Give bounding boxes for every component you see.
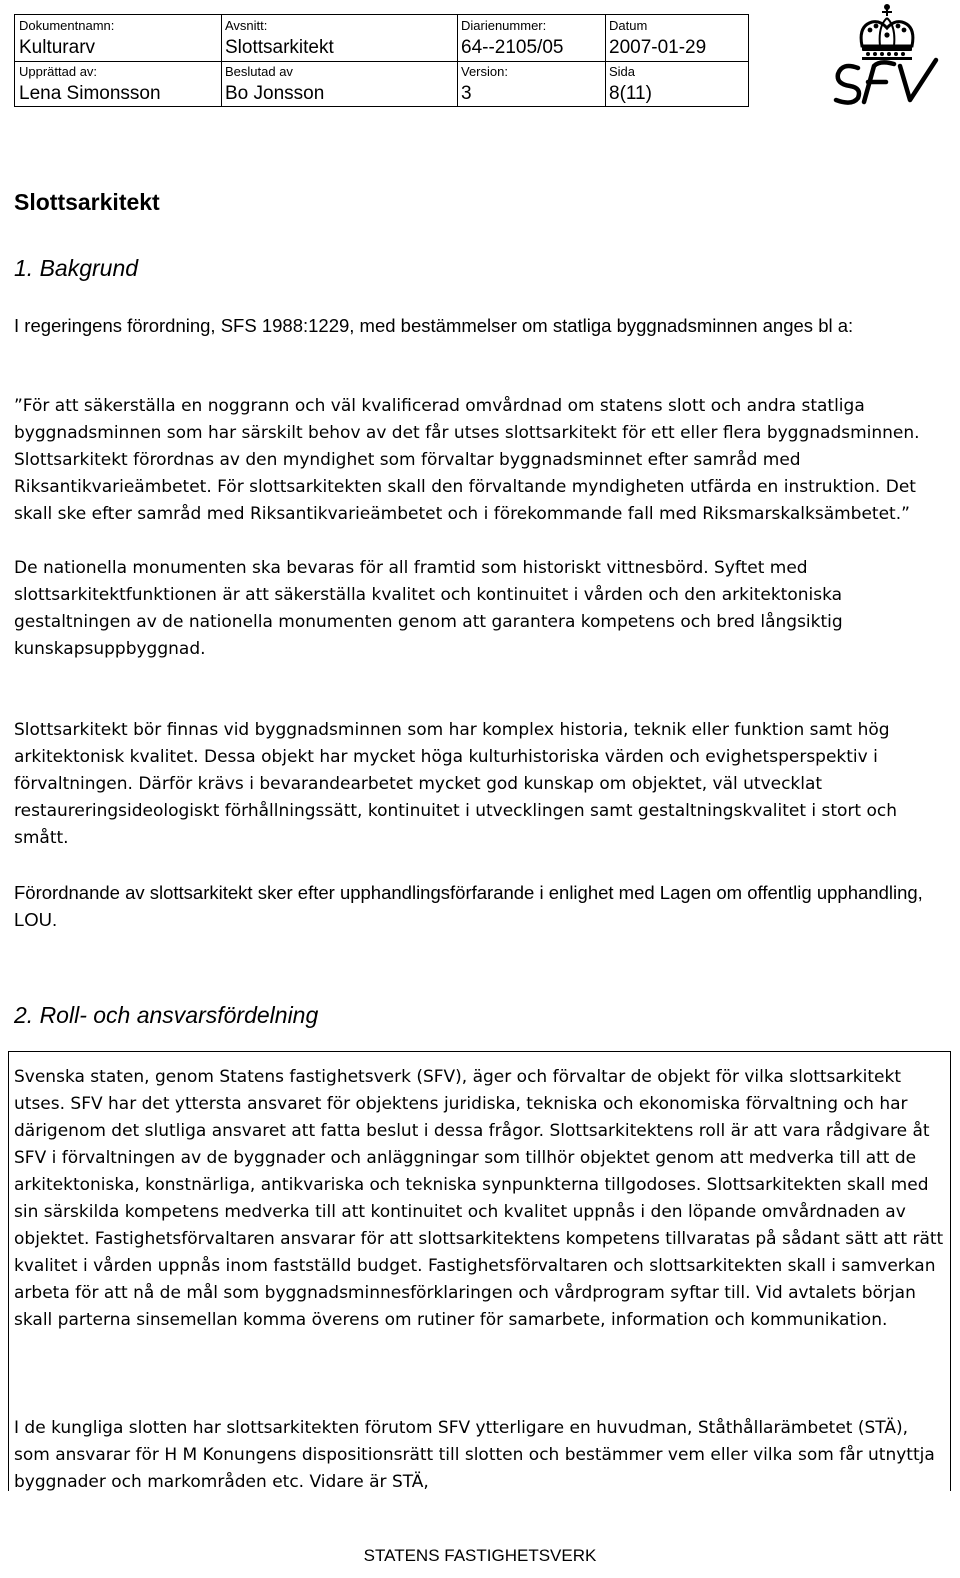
diarienummer-label: Diarienummer: xyxy=(461,18,547,33)
section-1-paragraph-4: Förordnande av slottsarkitekt sker efter upphandlingsförfarande i enlighet med Lagen om offentlig upphandling, LOU. xyxy=(14,882,923,930)
header-cell-upprattad xyxy=(15,61,221,107)
upprattad-label: Upprättad av: xyxy=(19,64,98,79)
beslutad-label: Beslutad av xyxy=(225,64,293,79)
dokumentnamn-value: Kulturarv xyxy=(19,37,96,58)
beslutad-value: Bo Jonsson xyxy=(225,83,325,104)
section-box-right-rule xyxy=(950,1051,951,1491)
section-1-quote: ”För att säkerställa en noggrann och väl kvalificerad omvårdnad om statens slott och andra statliga byggnadsminnen som har särskilt behov av det får utses slottsarkitekt för ett eller flera byggnadsminnen. Slottsarkitekt förordnas av den myndighet som förvaltar byggnadsminnet efter samråd med Riksantikvarieämbetet. För slottsarkitekten skall den förvaltande myndigheten utfärda en instruktion. Det skall ske efter samråd med Riksantikvarieämbetet och i förekommande fall med Riksmarskalksämbetet.” xyxy=(14,396,920,524)
header-cell-avsnitt xyxy=(221,15,457,61)
header-cell-version xyxy=(457,61,605,107)
header-cell-datum xyxy=(605,15,750,61)
header-cell-beslutad xyxy=(221,61,457,107)
version-label: Version: xyxy=(461,64,508,79)
datum-value: 2007-01-29 xyxy=(609,37,707,58)
avsnitt-label: Avsnitt: xyxy=(225,18,268,33)
document-header-table xyxy=(14,14,749,107)
section-2-paragraph-2: I de kungliga slotten har slottsarkitekten förutom SFV ytterligare en huvudman, Ståthållarämbetet (STÄ), som ansvarar för H M Konungens dispositionsrätt till slotten och bestämmer vem eller vilka som får utnyttja byggnader och markområden etc. Vidare är STÄ, xyxy=(14,1418,935,1492)
header-cell-dokumentnamn xyxy=(15,15,221,61)
header-cell-sida xyxy=(605,61,750,107)
section-1-paragraph-2: De nationella monumenten ska bevaras för all framtid som historiskt vittnesbörd. Syftet med slottsarkitektfunktionen är att säkerställa kvalitet och kontinuitet i vården och den arkitektoniska gestaltningen av de nationella monumenten genom att garantera kompetens och bred långsiktig kunskapsuppbyggnad. xyxy=(14,558,843,659)
section-2-paragraph-1: Svenska staten, genom Statens fastighetsverk (SFV), äger och förvaltar de objekt för vilka slottsarkitekt utses. SFV har det yttersta ansvaret för objektens juridiska, tekniska och ekonomiska förvaltning och har därigenom det slutliga ansvaret att fatta beslut i dessa frågor. Slottsarkitektens roll är att vara rådgivare åt SFV i förvaltningen av de byggnader och anläggningar som tillhör objektet genom att medverka till att de arkitektoniska, konstnärliga, antikvariska och tekniska synpunkterna tillgodoses. Slottsarkitekten skall med sin särskilda kompetens medverka till att kontinuitet och kvalitet uppnås i den löpande omvårdnaden av objektet. Fastighetsförvaltaren ansvarar för att slottsarkitektens kompetens tillvaratas på sådant sätt att rätt kvalitet i vården uppnås inom fastställd budget. Fastighetsförvaltaren och slottsarkitekten skall i samverkan arbeta för att nå de mål som byggnadsminnesförklaringen och vårdprogram syftar till. Vid avtalets början skall parterna sinsemellan komma överens om rutiner för samarbete, information och kommunikation. xyxy=(14,1067,944,1330)
version-value: 3 xyxy=(461,83,472,104)
page-footer: STATENS FASTIGHETSVERK xyxy=(363,1546,597,1565)
section-1-intro: I regeringens förordning, SFS 1988:1229, med bestämmelser om statliga byggnadsminnen anges bl a: xyxy=(14,315,854,336)
header-cell-diarienummer xyxy=(457,15,605,61)
section-box-top-rule xyxy=(8,1051,951,1052)
sfv-crown-logo-icon xyxy=(828,2,946,108)
avsnitt-value: Slottsarkitekt xyxy=(225,37,334,58)
upprattad-value: Lena Simonsson xyxy=(19,83,161,104)
page-title: Slottsarkitekt xyxy=(14,189,160,215)
section-1-paragraph-3: Slottsarkitekt bör finnas vid byggnadsminnen som har komplex historia, teknik eller funktion samt hög arkitektonisk kvalitet. Dessa objekt har mycket höga kulturhistoriska värden och evighetsperspektiv i förvaltningen. Därför krävs i bevarandearbetet mycket god kunskap om objektet, väl utvecklat restaureringsideologiskt förhållningssätt, kontinuitet i utvecklingen samt gestaltningskvalitet i stort och smått. xyxy=(14,720,898,848)
sida-label: Sida xyxy=(609,64,636,79)
sida-value: 8(11) xyxy=(609,83,652,104)
section-1-heading: 1. Bakgrund xyxy=(14,255,139,281)
section-2-heading: 2. Roll- och ansvarsfördelning xyxy=(14,1002,319,1028)
diarienummer-value: 64--2105/05 xyxy=(461,37,564,58)
dokumentnamn-label: Dokumentnamn: xyxy=(19,18,115,33)
datum-label: Datum xyxy=(609,18,648,33)
section-box-left-rule xyxy=(8,1051,9,1491)
